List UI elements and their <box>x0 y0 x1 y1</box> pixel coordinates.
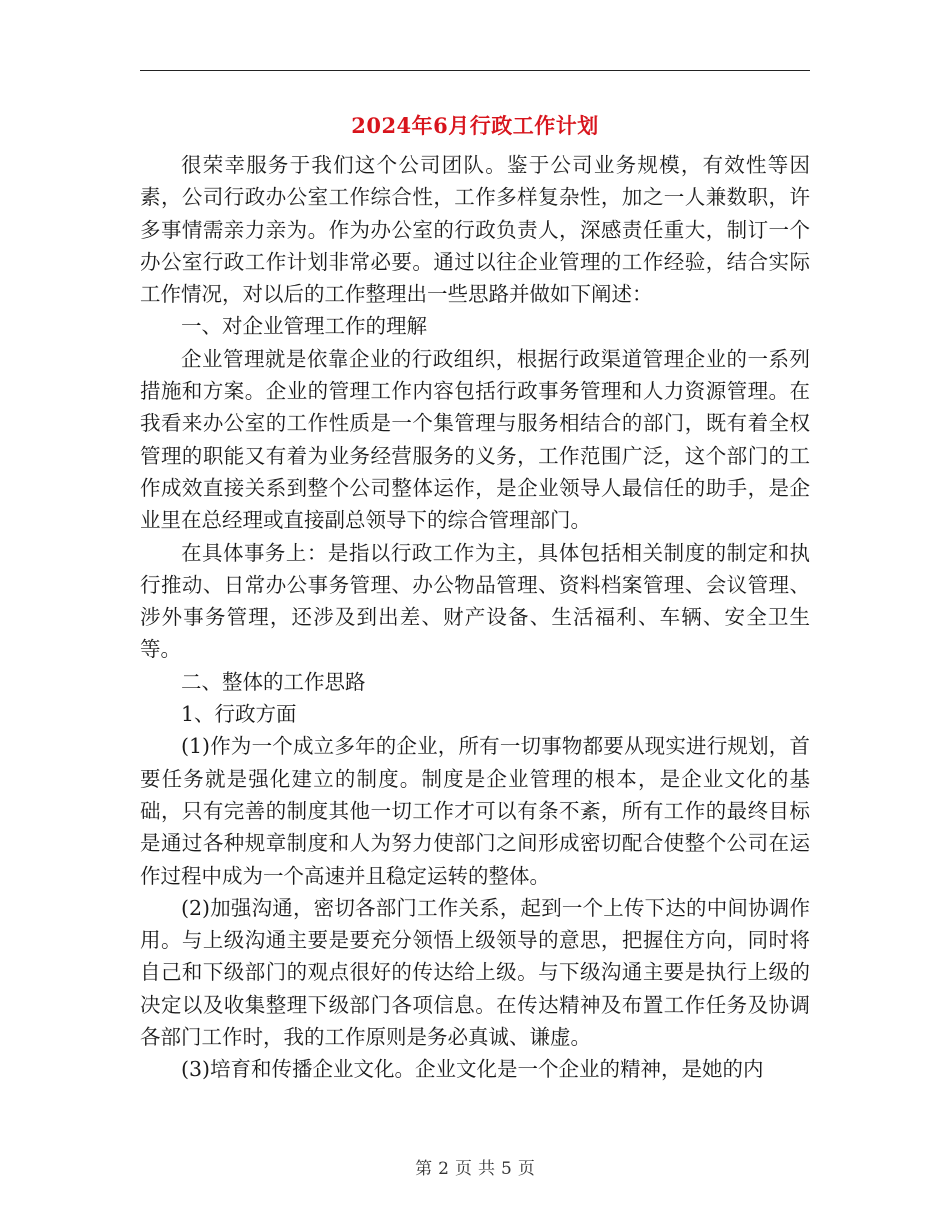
document-title: 2024年6月行政工作计划 <box>351 113 599 138</box>
footer-page-number: 2 <box>438 1159 449 1179</box>
page-footer <box>0 1154 950 1179</box>
footer-total-prefix: 共 <box>478 1159 495 1179</box>
footer-page-mid: 页 <box>455 1159 472 1179</box>
paragraph-intro: 很荣幸服务于我们这个公司团队。鉴于公司业务规模，有效性等因素，公司行政办公室工作综合性，工作多样复杂性，加之一人兼数职，许多事情需亲力亲为。作为办公室的行政负责人，深感责任重大，制订一个办公室行政工作计划非常必要。通过以往企业管理的工作经验，结合实际工作情况，对以后的工作整理出一些思路并做如下阐述： <box>140 153 810 307</box>
header-rule <box>140 70 810 71</box>
paragraph-management: 企业管理就是依靠企业的行政组织，根据行政渠道管理企业的一系列措施和方案。企业的管理工作内容包括行政事务管理和人力资源管理。在我看来办公室的工作性质是一个集管理与服务相结合的部门，既有着全权管理的职能又有着为业务经营服务的义务，工作范围广泛，这个部门的工作成效直接关系到整个公司整体运作，是企业领导人最信任的助手，是企业里在总经理或直接副总领导下的综合管理部门。 <box>140 346 810 533</box>
paragraph-specific-affairs: 在具体事务上：是指以行政工作为主，具体包括相关制度的制定和执行推动、日常办公事务管理、办公物品管理、资料档案管理、会议管理、涉外事务管理，还涉及到出差、财产设备、生活福利、车辆、安全卫生等。 <box>140 540 810 662</box>
heading-section-2: 二、整体的工作思路 <box>181 669 366 694</box>
footer-total-pages: 5 <box>501 1159 512 1179</box>
heading-section-1: 一、对企业管理工作的理解 <box>181 314 427 339</box>
heading-subsection-admin: 1、行政方面 <box>181 702 297 727</box>
footer-page-prefix: 第 <box>415 1159 433 1179</box>
paragraph-item-3: (3)培育和传播企业文化。企业文化是一个企业的精神，是她的内 <box>181 1057 764 1082</box>
document-body <box>140 149 810 1086</box>
footer-total-suffix: 页 <box>517 1159 535 1179</box>
paragraph-item-2: (2)加强沟通，密切各部门工作关系，起到一个上传下达的中间协调作用。与上级沟通主要是要充分领悟上级领导的意思，把握住方向，同时将自己和下级部门的观点很好的传达给上级。与下级沟通主要是执行上级的决定以及收集整理下级部门各项信息。在传达精神及布置工作任务及协调各部门工作时，我的工作原则是务必真诚、谦虚。 <box>140 895 810 1050</box>
paragraph-item-1: (1)作为一个成立多年的企业，所有一切事物都要从现实进行规划，首要任务就是强化建立的制度。制度是企业管理的根本，是企业文化的基础，只有完善的制度其他一切工作才可以有条不紊，所有工作的最终目标是通过各种规章制度和人为努力使部门之间形成密切配合使整个公司在运作过程中成为一个高速并且稳定运转的整体。 <box>140 734 810 888</box>
